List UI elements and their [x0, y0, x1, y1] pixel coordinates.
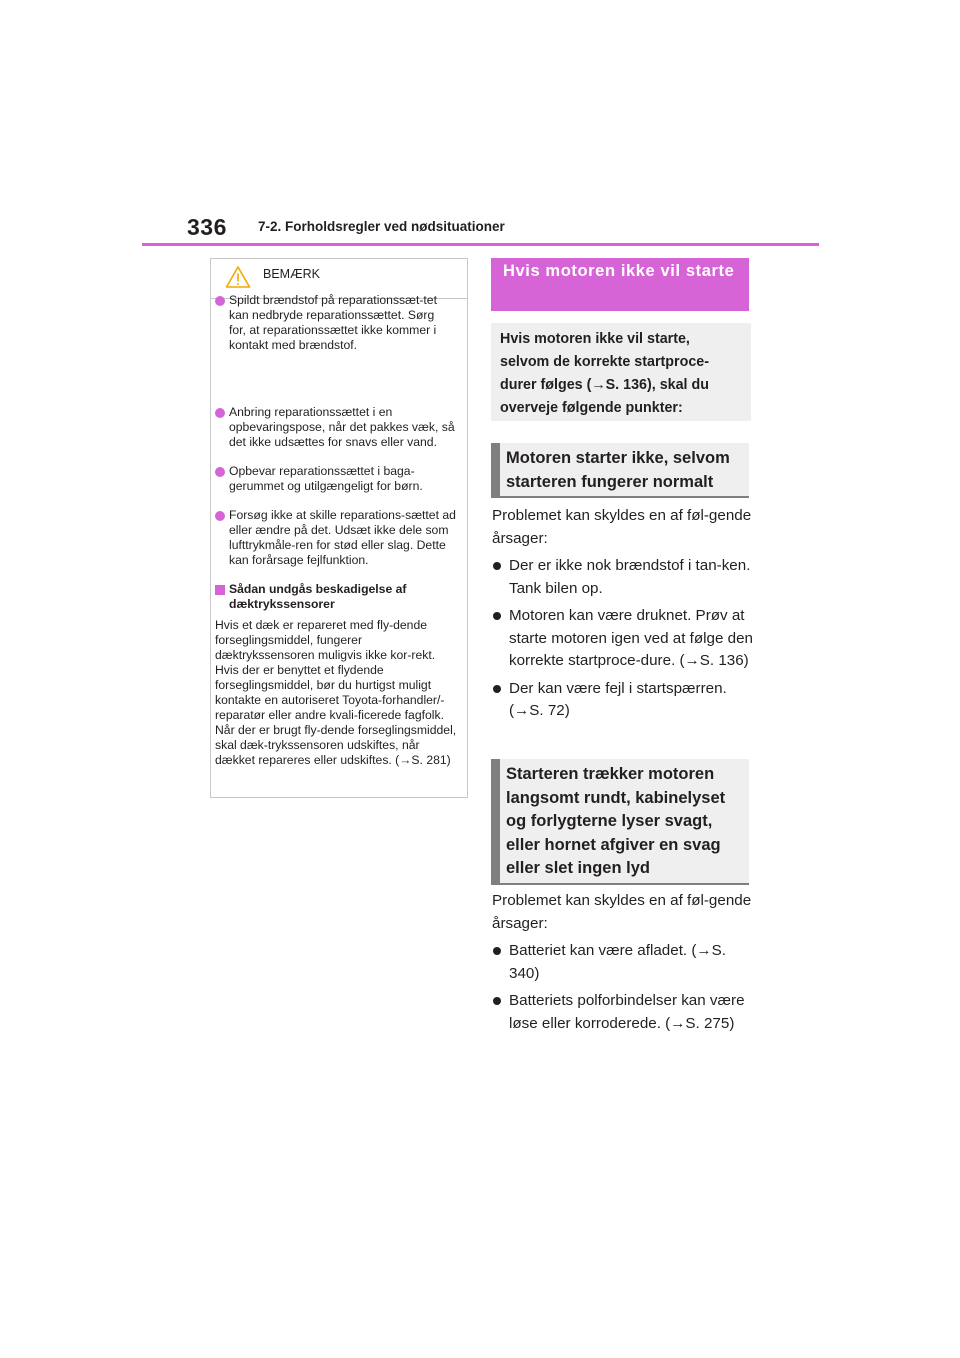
- notice-bullet: Spildt brændstof på reparationssæt-tet kan nedbryde reparationssættet. Sørg for, at reparationssættet ikke kommer i kontakt med brændstof.: [215, 293, 451, 353]
- section-heading: Motoren starter ikke, selvom starteren fungerer normalt: [491, 443, 749, 498]
- bullet-dot-icon: [215, 511, 225, 521]
- section-lead: Problemet kan skyldes en af føl-gende årsager:: [492, 892, 752, 932]
- section-body: [492, 890, 754, 1035]
- bullet-dot-icon: [215, 296, 225, 306]
- list-item: Motoren kan være druknet. Prøv at starte motoren igen ved at følge den korrekte startproce-dure. (→S. 136): [492, 605, 754, 673]
- list-item: Der er ikke nok brændstof i tan-ken. Tank bilen op.: [492, 555, 754, 600]
- intro-box: Hvis motoren ikke vil starte, selvom de korrekte startproce-durer følges (→S. 136), skal du overveje følgende punkter:: [491, 323, 751, 421]
- notice-bullet: Opbevar reparationssættet i baga-gerummet og utilgængeligt for børn.: [215, 464, 459, 494]
- header-rule: [142, 243, 819, 246]
- notice-box: [210, 258, 468, 798]
- warning-triangle-icon: [225, 265, 251, 294]
- bullet-dot-icon: [215, 467, 225, 477]
- bullet-dot-icon: [215, 408, 225, 418]
- section-heading: Starteren trækker motoren langsomt rundt, kabinelyset og forlygterne lyser svagt, eller hornet afgiver en svag eller slet ingen lyd: [491, 759, 749, 885]
- page-number: 336: [187, 214, 227, 240]
- notice-bullet: Forsøg ikke at skille reparations-sættet ad eller ændre på det. Udsæt ikke dele som lufttrykmåle-ren for stød eller slag. Dette kan forårsage fejlfunktion.: [215, 508, 459, 568]
- notice-bullet: Anbring reparationssættet i en opbevaringspose, når det pakkes væk, så det ikke udsættes for snavs eller vand.: [215, 405, 459, 450]
- list-item: Batteriet kan være afladet. (→S. 340): [492, 940, 754, 985]
- notice-subheading: Sådan undgås beskadigelse af dæktrykssensorer: [215, 582, 459, 612]
- square-bullet-icon: [215, 585, 225, 595]
- list-item: Der kan være fejl i startspærren. (→S. 72): [492, 678, 754, 723]
- section-title: 7-2. Forholdsregler ved nødsituationer: [258, 219, 505, 234]
- notice-title: BEMÆRK: [263, 267, 320, 281]
- notice-paragraph: Hvis et dæk er repareret med fly-dende forseglingsmiddel, fungerer dæktrykssensoren muligvis ikke kor-rekt. Hvis der er benyttet et flydende forseglingsmiddel, bør du hurtigst muligt kontakte en autoriseret Toyota-forhandler/-reparatør eller andre kvali-ficerede fagfolk. Når der er brugt fly-dende forseglingsmiddel, skal dæk-trykssensoren udskiftes, når dækket repareres eller udskiftes. (→S. 281): [215, 618, 457, 767]
- list-item: Batteriets polforbindelser kan være løse eller korroderede. (→S. 275): [492, 990, 754, 1035]
- section-body: [492, 505, 754, 723]
- main-heading: Hvis motoren ikke vil starte: [491, 258, 749, 311]
- section-lead: Problemet kan skyldes en af føl-gende årsager:: [492, 507, 752, 547]
- notice-body: [211, 293, 467, 768]
